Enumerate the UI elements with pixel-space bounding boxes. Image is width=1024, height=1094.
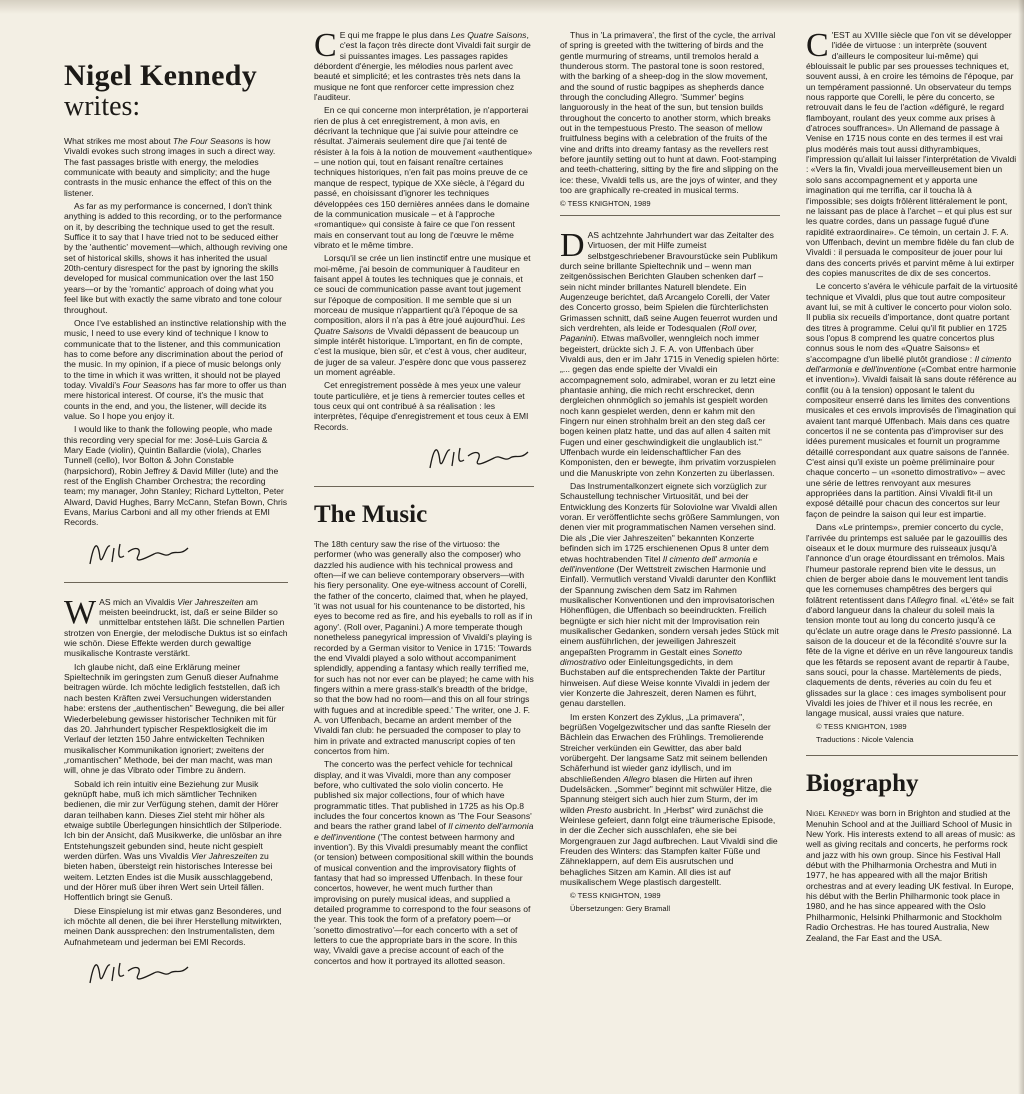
author-subheading: writes:: [64, 91, 141, 122]
signature-image: [84, 534, 288, 574]
music-paragraph-2: The concerto was the perfect vehicle for technical display, and it was Vivaldi, more than any composer before, who cultivated the solo violin concerto. He published six major collections, four of which have programmatic titles. That published in 1725 as his Op.8 includes the four concertos known as 'The Four Seasons' and bears the rather grand label of Il cimento dell'armonia e dell'inventione ('The contest between harmony and invention'). By this Vivaldi presumably meant the conflict (or tension) between compositional skill within the bounds of musical convention and the improvisatory flights of fantasy that had so impressed Uffenbach. In these four concertos, however, he went much further than improvising on purely musical ideas, and supplied a detailed programme to correspond to the four seasons of the year. This took the form of a prefatory poem—or 'sonetto dimostrativo'—for each concerto with a set of letters to cue the appropriate bars in the score. In this way, Vivaldi gave a precise account of each of the concertos and how it portrayed its allotted season.: [314, 759, 534, 966]
german-paragraph-2: Ich glaube nicht, daß eine Erklärung meiner Spieltechnik im geringsten zum Genuß dieser Aufnahme beitragen würde. Ich möchte lediglich feststellen, daß ich nach besten Kräften zwei Versuchungen widerstanden habe: erstens der „authentischen" Bewegung, die bei aller Wiederbelebung gewisser historischer Techniken mit für das 20. Jahrhundert typischer Respektlosigkeit die im Verlauf der letzten 150 Jahre entwickelten Techniken musikalischer Kommunikation ignoriert; zweitens der „romantischen" Methode, bei der man macht, was man will, ohne je das Vibrato oder Timbre zu ändern.: [64, 661, 285, 776]
german-paragraph-1: WAS mich an Vivaldis Vier Jahreszeiten am meisten beeindruckt, ist, daß er seine Bilder so unmittelbar entstehen läßt. Die schnellen Partien strotzen von Energie, der melodische Duktus ist so einfach wie schön. Diese Effekte werden durch gewaltige musikalische Kontraste verstärkt.: [64, 593, 288, 659]
column-1: [64, 30, 288, 1001]
german-music-paragraph-1: DAS achtzehnte Jahrhundert war das Zeitalter des Virtuosen, der mit Hilfe zumeist selbstgeschriebener Bravourstücke sein Publikum durch seine brillante Spieltechnik und – wenn man zeitgenössischen Berichten Glauben schenken darf – sein nicht minder brillantes Naturell blendete. Ein Augenzeuge berichtet, daß Arcangelo Corelli, der Vater des Concerto grosso, beim Spielen die fürchterlichsten Grimassen schnitt, daß seine Augen feuerrot wurden und sich verdrehten, als leide er Todesqualen (Roll over, Paganini). Etwas maßvoller, wenngleich noch immer begeistert, drückte sich J. F. A. von Uffenbach über Vivaldi aus, den er im Jahr 1715 in Venedig spielen hörte: „... gegen das ende spielte der Vivaldi ein accompagnement solo, admirabel, woran er zu letzt eine phantasie anhing, die mich recht erschrecket, denn dergleichen ohnmöglich so jemahls ist gespielt worden noch kann gespielet werden, denn er kahm mit den Fingern nur einen strohhalm breit an den steg daß cer bogen keinen platz hatte, und das auf allen 4 saiten mit Fugen und einer geschwindigkeit die unglaublich ist." Uffenbach wurde ein leidenschaftlicher Fan des Komponisten, den er bewegte, ihm privatim vorzuspielen und die Manuskripte von zehn Konzerten zu überlassen.: [560, 226, 780, 478]
french-paragraph-2: En ce qui concerne mon interprétation, je n'apporterai rien de plus à cet enregistrement, à mon avis, en décrivant la technique que j'ai suivie pour atteindre ce résultat. J'aimerais seulement dire que j'ai tenté de résister à la fois à la notion de mouvement «authentique» – une notion qui, tout en faisant renaître certaines techniques historiques, n'en fait pas moins preuve de ce manque de respect, typique de XXe siècle, à l'égard du passé, en choisissant d'ignorer les techniques développées ces 150 dernières années dans le domaine de la communication musicale – et à l'approche «romantique» qui consiste à faire ce que l'on ressent mais en conservant tout au long de l'œuvre le même vibrato et le même timbre.: [314, 105, 533, 250]
french-paragraph-1: C E qui me frappe le plus dans Les Quatre Saisons, c'est la façon très directe dont Vivaldi fait surgir de si puissantes images. Les passages rapides débordent d'énergie, les mélodies nous parlent avec beauté et simplicité; et les contrastes très nets dans la musique ne font que renforcer cette impression chez l'auditeur.: [314, 27, 531, 103]
section-divider: [806, 755, 1018, 756]
music-paragraph-3: Thus in 'La primavera', the first of the cycle, the arrival of spring is greeted with the twittering of birds and the gentle murmuring of streams, until tremolos herald a thunderous storm. The pastoral tone is soon restored, with the barking of a sheep-dog in the slow movement, and the sound of rustic bagpipes as shepherds dance through the concluding Allegro. 'Summer' begins languorously in the heat of the sun, but tension builds throughout the concerto to another storm, which breaks out in the tempestuous Presto. The season of mellow fruitfulness begins with a celebration of the fruits of the vine and drifts into dreamy fantasy as the revellers rest before jauntily setting out to hunt at dawn. Foot-stamping and teeth-chattering, sitting by the fire and slipping on the ice: these, Vivaldi tells us, are the joys of winter, and they too are graphically re-created in musical terms.: [560, 30, 779, 196]
column-2: [314, 27, 534, 969]
column-3: [560, 30, 780, 917]
music-paragraph-1: The 18th century saw the rise of the virtuoso: the performer (who was generally also the composer) who dazzled his audience with his technical prowess and often—if we can believe contemporary observers—with his fiery personality. One eye-witness account of Corelli, the father of the concerto, claimed that, when he played, 'it was not usual for his countenance to be distorted, his eyes to become red as fire, and his eyeballs to roll as if in agony'. (Roll over, Paganini.) A more temperate though nonetheless panegyrical impression of Vivaldi's playing is recorded by a German visitor to Venice in 1715: 'Towards the end Vivaldi played a solo without accompaniment splendidly, appending a fantasy which really terrified me, for such has not nor ever can be played; he came with his fingers within a mere grass-stalk's breadth of the bridge, so that the bow had no room—and this on all four strings with fugues and at incredible speed.' The writer, one J. F. A. von Uffenbach, became an ardent member of the Vivaldi fan club: he persuaded the composer to play to him in private and extracted manuscript copies of ten concertos from him.: [314, 539, 534, 756]
translation-credit: Übersetzungen: Gery Bramall: [570, 903, 671, 913]
german-music-paragraph-2: Das Instrumentalkonzert eignete sich vorzüglich zur Schaustellung technischer Virtuosität, und bei der Entwicklung des Konzerts für Soloviolne war Vivaldi allen voran. Er veröffentlichte sechs größere Sammlungen, von denen vier mit programmatischen Namen versehen sind. Die als „Die vier Jahreszeiten" bekannten Konzerte befinden sich im 1725 erschienenen Opus 8 unter dem etwas hochtrabenden Titel Il cimento dell' armonia e dell'inventione (Der Wettstreit zwischen Harmonie und Einfall). Vermutlich verstand Vivaldi darunter den Konflikt der Spannung zwischen dem Satz im Rahmen musikalischer Konventionen und den improvisatorischen Höhenflügen, die Uffenbach so beeindruckten. Freilich begnügte er sich hier nicht mit der Improvisation rein musikalischer Gedanken, sondern versah jedes Stück mit einem ausführlichen, der jeweiligen Jahreszeit angepaßten Programm in Gestalt eines Sonetto dimostrativo oder Einleitungsgedichts, in dem Buchstaben auf die entsprechenden Takte der Partitur hinweisen. Auf diese Weise konnte Vivaldi in jedem der vier Konzerte die Jahreszeit, deren Namen es führt, genau darstellen.: [560, 481, 780, 709]
signature-image: [424, 438, 534, 478]
english-paragraph-4: I would like to thank the following people, who made this recording very special for me: José-Luis Garcia & Mary Eade (violin), Quintin Ballardie (viola), Charles Tunnell (cello), Ivor Bolton & John Constable (harpsichord), Robin Jeffrey & David Miller (lute) and the rest of the English Chamber Orchestra; the recording team; my manager, John Stanley; Richard Lyttelton, Peter Alward, David Hughes, Barry McCann, Stefan Bown, Chris Evans, Marius Carboni and all my other friends at EMI Records.: [64, 424, 288, 528]
english-paragraph-1: What strikes me most about The Four Seasons is how Vivaldi evokes such strong images in such a direct way. The fast passages bristle with energy, the melodies communicate with beauty and simplicity; and the huge contrasts in the music enhance the effect of this on the listener.: [64, 136, 276, 198]
section-divider: [560, 215, 780, 216]
french-music-paragraph-1: C 'EST au XVIIIe siècle que l'on vit se développer l'idée de virtuose : un interprète (souvent d'ailleurs le compositeur lui-même) qui éblouissait le public par ses prouesses techniques et, souvent aussi, à en croire les témoins de l'époque, par un tempérament passionné. Un observateur du temps nous rapporte que Corelli, le père du concerto, se retrouvait dans le feu de l'action «défiguré, le regard flamboyant, roulant des yeux comme aux prises à d'atroces souffrances». Un Allemand de passage à Venise en 1715 nous conte en des termes il est vrai plus modérés mais tout aussi dithyrambiques, l'impression qu'allait lui laisser l'interprétation de Vivaldi : «Vers la fin, Vivaldi joua merveilleusement bien un solo sans accompagnement et y apporta une imagination qui me terrifia, car il toucha là à l'impossible; ses doigts frôlèrent littéralement le pont, ne laissant pas de place à l'archet – et qui plus est sur les quatre cordes, dans un passage fugué d'une rapidité extraordinaire». Ce témoin, un certain J. F. A. von Uffenbach, devint un membre fidèle du fan club de Vivaldi : il persuada le compositeur de jouer pour lui dans des concerts privés et parvint même à lui extirper des copies manuscrites de dix de ses concertos.: [806, 27, 1017, 278]
section-divider: [64, 582, 288, 583]
music-heading: The Music: [314, 501, 428, 529]
copyright-credit: © TESS KNIGHTON, 1989: [570, 890, 661, 900]
author-heading: Nigel Kennedy: [64, 59, 258, 92]
french-music-paragraph-3: Dans «Le printemps», premier concerto du cycle, l'arrivée du printemps est saluée par le gazouillis des oiseaux et le doux murmure des ruisseaux jusqu'à l'annonce d'un orage étourdissant en trémolos. Mais l'humeur pastorale reprend bien vite le dessus, un chien de berger aboie dans le mouvement lent tandis que les cornemuses champêtres des bergers qui folâtrent retentissent dans l'Allegro final. «L'été» se fait d'abord langueur dans la chaleur du soleil mais la tension monte tout au long du concerto jusqu'à ce qu'éclate un autre orage dans le Presto passionné. La saison de la douceur et de la fécondité s'ouvre sur la fête de la vigne et dérive en un rêve langoureux tandis que les fêtards se reposent avant de repartir à l'aube, sans souci, pour la chasse. Martèlements de pieds, claquements de dents, réveries au coin du feu et glissades sur la glace : ces images symbolisent pour Vivaldi les joies de l'hiver et il nous les recrée, en langage musical, aussi vraies que nature.: [806, 522, 1014, 719]
french-music-paragraph-2: Le concerto s'avéra le véhicule parfait de la virtuosité technique et Vivaldi, plus que tout autre compositeur avant lui, se mit à cultiver le concerto pour violon solo. Il publia six recueils d'importance, dont quatre portant des titres à programme. Celui qu'il fit publier en 1725 sous l'opus 8 comprend les quatre concertos plus connus sous le nom des «Quatre Saisons» et s'accompagne d'un libellé plutôt grandiose : Il cimento dell'armonia e dell'inventione («Combat entre harmonie et invention»). Vivaldi faisait là sans doute référence au conflit (ou à la tension) opposant le talent du compositeur enserré dans les limites des conventions musicales et ces envols improvisés de l'imagination qui avaient tant marqué Uffenbach. Mais dans ces quatre concertos il ne se contenta pas d'improviser sur des idées purement musicales et fournit un programme détaillé correspondant aux quatre saisons de l'année. C'est ainsi qu'il existe un poème préliminaire pour chaque concerto – un «sonetto dimostrativo» – avec une série de lettres renvoyant aux mesures appropriées dans la partition. Ainsi Vivaldi fit-il un exposé détaillé pour chacun des concertos sur leur façon de peindre la saison qui leur est impartie.: [806, 281, 1018, 519]
biography-paragraph: Nigel Kennedy was born in Brighton and studied at the Menuhin School and at the Juilliard School of Music in New York. His interests extend to all areas of music: as well as giving recitals and concerts, he performs rock and jazz with his own group. Since his Festival Hall début with the Philharmonia Orchestra and Muti in 1977, he has appeared with all the major British orchestras and at every leading UK festival. In Europe, his début with the Berlin Philharmonic took place in 1980, and he has since appeared with the Oslo Philharmonic, Helsinki Philharmonic and Stockholm Radio Orchestras. He has toured Australia, New Zealand, the Far East and the USA.: [806, 808, 1016, 943]
page-edge-shadow: [1018, 0, 1024, 1094]
french-paragraph-4: Cet enregistrement possède à mes yeux une valeur toute particulière, et je tiens à remercier toutes celles et tous ceux qui ont contribué à sa réalisation : les interprètes, l'équipe d'enregistrement et tous ceux à EMI Records.: [314, 380, 529, 432]
biography-heading: Biography: [806, 770, 919, 798]
section-divider: [314, 486, 534, 487]
column-4: [806, 27, 1018, 946]
english-paragraph-2: As far as my performance is concerned, I don't think anything is added to this recording, or to the performance on it, by describing the technique used to get the result. Suffice it to say that I have tried not to be seduced either by the 'authentic' movement—which, although reviving one set of historical skills, shows it has inherited the usual 20th-century disrespect for the past by ignoring the skills developed for musical communication over the last 150 years—or by the 'romantic' approach of doing what you feel like but with exactly the same vibrato and tone colour throughout.: [64, 201, 288, 315]
german-paragraph-3: Sobald ich rein intuitiv eine Beziehung zur Musik geknüpft habe, muß ich mich sämtlicher Techniken bedienen, die mir zur Verfügung stehen, damit der Hörer daran teilhaben kann. Dieses Ziel steht mir höher als etwaige subtile Überlegungen hinsichtlich der Stilperiode. Ich bin der Ansicht, daß Musikwerke, die unlösbar an ihre Entstehungszeit gebunden sind, heute nicht gespielt werden dürfen. Was uns Vivaldis Vier Jahreszeiten zu bieten haben, übersteigt rein historisches Interesse bei weitem. Letzten Endes ist die Musik ausschlaggebend, und der Hörer muß über ihren Wert sein Urteil fällen. Hoffentlich bringt sie Genuß.: [64, 778, 282, 903]
copyright-credit: © TESS KNIGHTON, 1989: [816, 721, 907, 731]
french-paragraph-3: Lorsqu'il se crée un lien instinctif entre une musique et moi-même, j'ai besoin de communiquer à l'auditeur en faisant appel à toutes les techniques que je connais, et ce souci de communication passe avant tout jugement sur l'époque de composition. Il me semble que si un morceau de musique n'appartient qu'à l'époque de sa composition, alors il n'a pas à être joué aujourd'hui. Les Quatre Saisons de Vivaldi dépassent de beaucoup un simple intérêt historique. L'important, en fin de compte, c'est la musique, bien sûr, et c'est à vous, cher auditeur, de juger de sa valeur. J'espère donc que vous passerez un moment agréable.: [314, 253, 531, 377]
german-paragraph-4: Diese Einspielung ist mir etwas ganz Besonderes, und ich möchte all denen, die bei ihrer Herstellung mitwirkten, meinen Dank aussprechen: den Instrumentalisten, dem Aufnahmeteam und jederman bei EMI Records.: [64, 905, 282, 947]
english-paragraph-3: Once I've established an instinctive relationship with the music, I need to use every kind of technique I know to communicate that to the listener, and this communication has to come before any discrimination about the period of the music. In my opinion, if a piece of music belongs only to the time in which it was written, it should not be played today. Vivaldi's Four Seasons has far more to offer us than mere historical interest. Of course, it's the music that counts in the end, and you, the listener, will decide its value. So I hope you enjoy it.: [64, 317, 287, 421]
copyright-credit: © TESS KNIGHTON, 1989: [560, 198, 651, 208]
page-top-edge: [0, 0, 1024, 14]
translation-credit: Traductions : Nicole Valencia: [816, 735, 914, 745]
german-music-paragraph-3: Im ersten Konzert des Zyklus, „La primavera", begrüßen Vogelgezwitscher und das sanfte Rieseln der Bächlein das Erwachen des Frühlings. Tremolierende Streicher verkünden ein Gewitter, das aber bald vorübergeht. Der langsame Satz mit seinem bellenden Schäferhund ist wieder ganz idyllisch, und im abschließenden Allegro blasen die Hirten auf ihren Dudelsäcken. „Sommer" beginnt mit schwüler Hitze, die Spannung steigert sich auch hier zum Sturm, der im wilden Presto ausbricht. In „Herbst" wird zunächst die Weinlese gefeiert, dann folgt eine träumerische Episode, in der die Zecher sich ausschlafen, ehe sie bei Morgengrauen zur Jagd aufbrechen. Laut Vivaldi sind die Freuden des Winters: das Stampfen kalter Füße und Zähneklappern, auf dem Eis ausrutschen und behagliches Sitzen am Kamin. All dies ist auf musikalischem Wege plastisch dargestellt.: [560, 711, 778, 888]
signature-image: [84, 953, 288, 993]
